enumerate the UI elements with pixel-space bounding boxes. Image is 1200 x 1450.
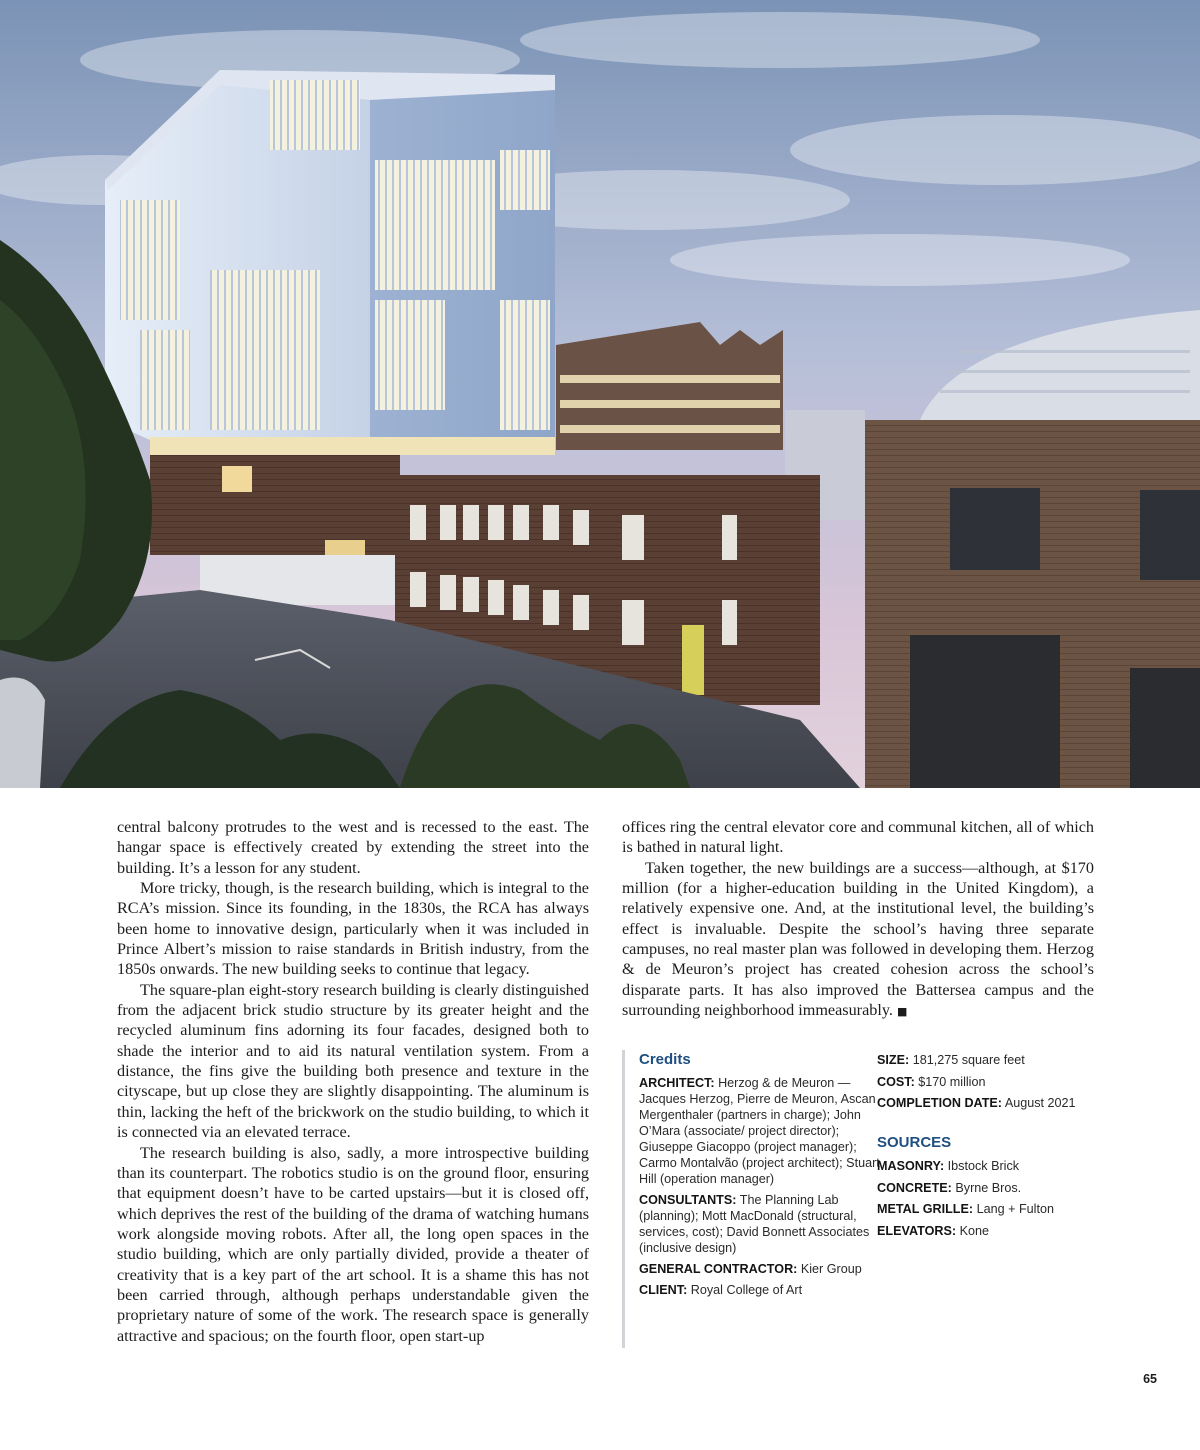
source-value: Lang + Fulton xyxy=(976,1202,1054,1216)
article-column-left xyxy=(117,817,589,1346)
credit-value: Royal College of Art xyxy=(690,1283,803,1297)
article-column-right xyxy=(622,817,1094,1022)
end-mark-icon: ■ xyxy=(897,1005,908,1019)
source-label: METAL GRILLE: xyxy=(877,1202,974,1216)
source-metal-grille xyxy=(877,1201,1117,1217)
fact-label: COMPLETION DATE: xyxy=(877,1096,1002,1110)
credit-architect xyxy=(639,1075,881,1187)
fact-value: 181,275 square feet xyxy=(912,1053,1025,1067)
article-paragraph: The square-plan eight-story research building is clearly distinguished from the adjacent brick studio structure by its greater height and the recycled aluminum fins adorning its four facades, designed both to shade the interior and to aid its natural ventilation system. From a distance, the fins give the building both presence and texture in the cityscape, but up close they are slightly disappointing. The aluminum is thin, lacking the heft of the brickwork on the studio building, to which it is connected via an elevated terrace. xyxy=(117,980,589,1142)
article-paragraph-text: Taken together, the new buildings are a success—although, at $170 million (for a higher-education building in the United Kingdom), a relatively expensive one. And, at the institutional level, the building’s effect is invaluable. Despite the school’s having three separate campuses, no real master plan was followed in developing them. Herzog & de Meuron’s project has created cohesion across the school’s disparate parts. It has also improved the Battersea campus and the surrounding neighborhood immeasurably. xyxy=(622,858,1094,1020)
article-paragraph: central balcony protrudes to the west and is recessed to the east. The hangar space is effectively created by extending the street into the building. It’s a lesson for any student. xyxy=(117,818,589,877)
credit-value: Herzog & de Meuron — Jacques Herzog, Pierre de Meuron, Ascan Mergenthaler (partners in charge); John O’Mara (associate/ project director); Giuseppe Giacoppo (project manager); Carmo Montalvão (project architect); Stuart Hill (operation manager) xyxy=(639,1076,880,1186)
source-elevators xyxy=(877,1223,1117,1239)
credit-value: The Planning Lab (planning); Mott MacDonald (structural, services, cost); David Bonnett Associates (inclusive design) xyxy=(639,1193,870,1255)
fact-label: COST: xyxy=(877,1074,915,1089)
fact-completion xyxy=(877,1095,1117,1111)
credit-consultants xyxy=(639,1192,881,1256)
source-label: ELEVATORS: xyxy=(877,1223,957,1238)
source-concrete xyxy=(877,1180,1117,1196)
source-value: Byrne Bros. xyxy=(955,1180,1022,1195)
sources-heading: SOURCES xyxy=(877,1134,952,1151)
article-paragraph xyxy=(622,858,1094,1023)
article-paragraph: The research building is also, sadly, a more introspective building than its counterpart. The robotics studio is on the ground floor, ensuring that equipment doesn’t have to be carted upstairs—but it is closed off, which deprives the rest of the building of the drama of watching humans work alongside moving robots. After all, the long open spaces in the studio building, which are only partially divided, provide a theater of creativity that is a key part of the art school. It is a shame this has not been carried through, although perhaps understandable given the proprietary nature of some of the work. The research space is generally attractive and spacious; on the fourth floor, open start-up xyxy=(117,1143,589,1345)
credit-label: ARCHITECT: xyxy=(639,1076,715,1090)
page-number: 65 xyxy=(1143,1372,1157,1386)
fact-label: SIZE: xyxy=(877,1053,910,1067)
article-paragraph: More tricky, though, is the research building, which is integral to the RCA’s mission. Since its founding, in the 1830s, the RCA has always been home to innovative design, particularly when it was included in Prince Albert’s mission to raise standards in British industry, from the 1850s onwards. The new building seeks to continue that legacy. xyxy=(117,879,589,979)
source-value: Ibstock Brick xyxy=(947,1159,1020,1173)
source-label: CONCRETE: xyxy=(877,1180,952,1195)
source-masonry xyxy=(877,1158,1117,1174)
credit-contractor xyxy=(639,1261,881,1277)
fact-size xyxy=(877,1052,1117,1068)
fact-cost xyxy=(877,1074,1117,1090)
article-paragraph: offices ring the central elevator core and communal kitchen, all of which is bathed in natural light. xyxy=(622,818,1094,857)
credit-label: GENERAL CONTRACTOR: xyxy=(639,1262,798,1276)
credits-box xyxy=(622,1050,881,1348)
source-label: MASONRY: xyxy=(877,1159,945,1173)
credit-label: CLIENT: xyxy=(639,1283,688,1297)
project-facts xyxy=(877,1052,1117,1244)
credit-label: CONSULTANTS: xyxy=(639,1193,737,1207)
credit-value: Kier Group xyxy=(800,1262,862,1276)
credit-client xyxy=(639,1282,881,1298)
fact-value: August 2021 xyxy=(1004,1096,1076,1110)
fact-value: $170 million xyxy=(918,1074,986,1089)
credits-heading: Credits xyxy=(639,1051,691,1068)
source-value: Kone xyxy=(959,1223,989,1238)
